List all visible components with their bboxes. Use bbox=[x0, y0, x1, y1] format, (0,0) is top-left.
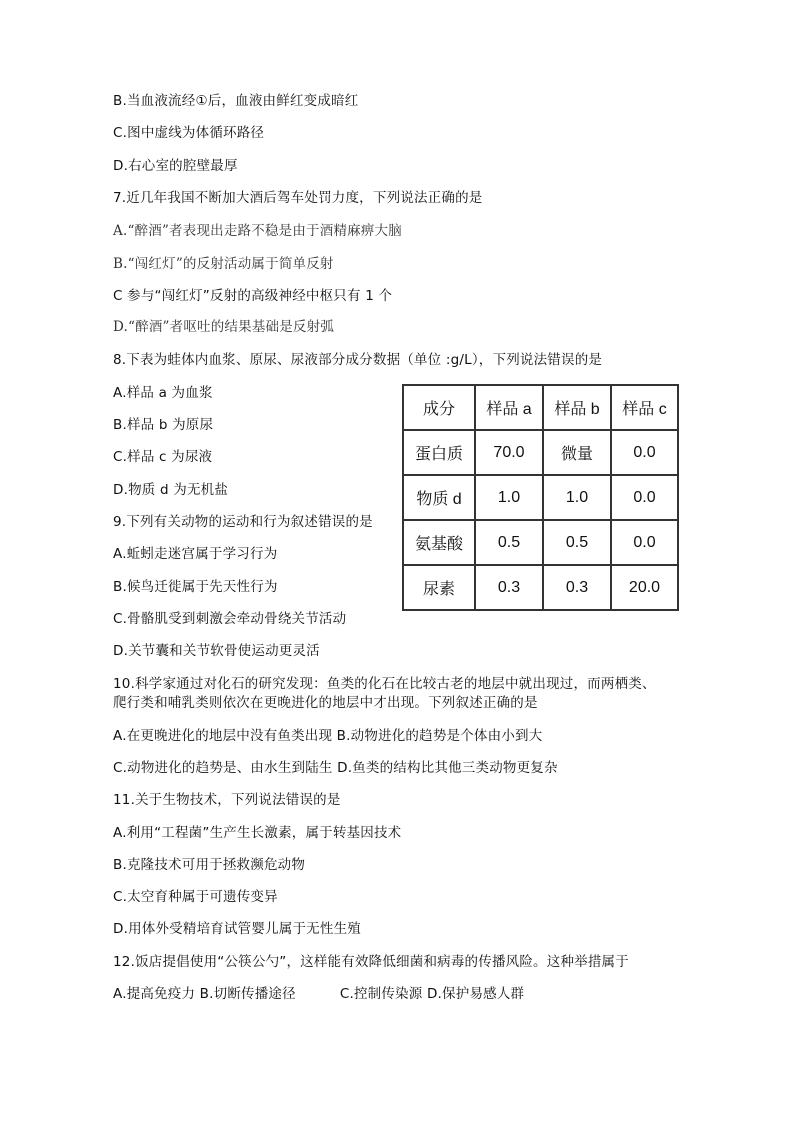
question-7: 7.近几年我国不断加大酒后驾车处罚力度，下列说法正确的是 bbox=[113, 190, 483, 206]
header-cell: 样品 b bbox=[543, 385, 611, 430]
row-label: 蛋白质 bbox=[403, 430, 475, 475]
row-label: 氨基酸 bbox=[403, 520, 475, 565]
table-row bbox=[403, 475, 678, 520]
option-10ab: A.在更晚进化的地层中没有鱼类出现 B.动物进化的趋势是个体由小到大 bbox=[113, 728, 543, 744]
question-12: 12.饭店提倡使用“公筷公勺”，这样能有效降低细菌和病毒的传播风险。这种举措属于 bbox=[113, 954, 629, 970]
option-12ab: A.提高免疫力 B.切断传播途径 bbox=[113, 986, 296, 1002]
table-row bbox=[403, 565, 678, 610]
question-10-line-2: 爬行类和哺乳类则依次在更晚进化的地层中才出现。下列叙述正确的是 bbox=[113, 695, 538, 711]
option-7a: A.“醉酒”者表现出走路不稳是由于酒精麻痹大脑 bbox=[113, 223, 402, 239]
question-8: 8.下表为蛙体内血浆、原尿、尿液部分成分数据（单位 :g/L），下列说法错误的是 bbox=[113, 352, 603, 368]
table-cell: 微量 bbox=[543, 430, 611, 475]
table-cell: 0.0 bbox=[611, 520, 678, 565]
option-6c: C.图中虚线为体循环路径 bbox=[113, 125, 265, 141]
option-9c: C.骨骼肌受到刺激会牵动骨绕关节活动 bbox=[113, 611, 347, 627]
table-cell: 0.5 bbox=[543, 520, 611, 565]
option-10cd: C.动物进化的趋势是、由水生到陆生 D.鱼类的结构比其他三类动物更复杂 bbox=[113, 760, 558, 776]
option-9a: A.蚯蚓走迷宫属于学习行为 bbox=[113, 546, 278, 562]
header-cell: 成分 bbox=[403, 385, 475, 430]
table-cell: 20.0 bbox=[611, 565, 678, 610]
option-9d: D.关节囊和关节软骨使运动更灵活 bbox=[113, 643, 320, 659]
option-6d: D.右心室的腔壁最厚 bbox=[113, 158, 238, 174]
table-row bbox=[403, 520, 678, 565]
option-9b: B.候鸟迁徙属于先天性行为 bbox=[113, 579, 278, 595]
option-6b: B.当血液流经①后，血液由鲜红变成暗红 bbox=[113, 93, 359, 109]
option-8b: B.样品 b 为原尿 bbox=[113, 417, 214, 433]
option-8c: C.样品 c 为尿液 bbox=[113, 449, 213, 465]
question-9: 9.下列有关动物的运动和行为叙述错误的是 bbox=[113, 514, 373, 530]
question-11: 11.关于生物技术，下列说法错误的是 bbox=[113, 792, 341, 808]
option-8d: D.物质 d 为无机盐 bbox=[113, 482, 229, 498]
option-12cd: C.控制传染源 D.保护易感人群 bbox=[339, 986, 525, 1002]
row-label: 物质 d bbox=[403, 475, 475, 520]
option-11d: D.用体外受精培育试管婴儿属于无性生殖 bbox=[113, 921, 361, 937]
table-header-row bbox=[403, 385, 678, 430]
option-11a: A.利用“工程菌”生产生长激素，属于转基因技术 bbox=[113, 825, 402, 841]
option-7d: D.“醉酒”者呕吐的结果基础是反射弧 bbox=[113, 319, 335, 335]
option-11c: C.太空育种属于可遗传变异 bbox=[113, 889, 278, 905]
header-cell: 样品 c bbox=[611, 385, 678, 430]
question-10-line-1: 10.科学家通过对化石的研究发现：鱼类的化石在比较古老的地层中就出现过，而两栖类、 bbox=[113, 676, 656, 692]
composition-table bbox=[402, 384, 679, 611]
table-cell: 1.0 bbox=[543, 475, 611, 520]
table-cell: 0.0 bbox=[611, 475, 678, 520]
table-cell: 0.5 bbox=[475, 520, 543, 565]
option-7c: C 参与“闯红灯”反射的高级神经中枢只有 1 个 bbox=[113, 288, 393, 304]
table-cell: 70.0 bbox=[475, 430, 543, 475]
option-8a: A.样品 a 为血浆 bbox=[113, 385, 213, 401]
table-cell: 0.0 bbox=[611, 430, 678, 475]
table-cell: 0.3 bbox=[475, 565, 543, 610]
table-cell: 1.0 bbox=[475, 475, 543, 520]
table-row bbox=[403, 430, 678, 475]
option-7b: B.“闯红灯”的反射活动属于简单反射 bbox=[113, 256, 334, 272]
header-cell: 样品 a bbox=[475, 385, 543, 430]
options-12 bbox=[113, 985, 524, 1003]
table-cell: 0.3 bbox=[543, 565, 611, 610]
row-label: 尿素 bbox=[403, 565, 475, 610]
option-11b: B.克隆技术可用于拯救濒危动物 bbox=[113, 857, 306, 873]
